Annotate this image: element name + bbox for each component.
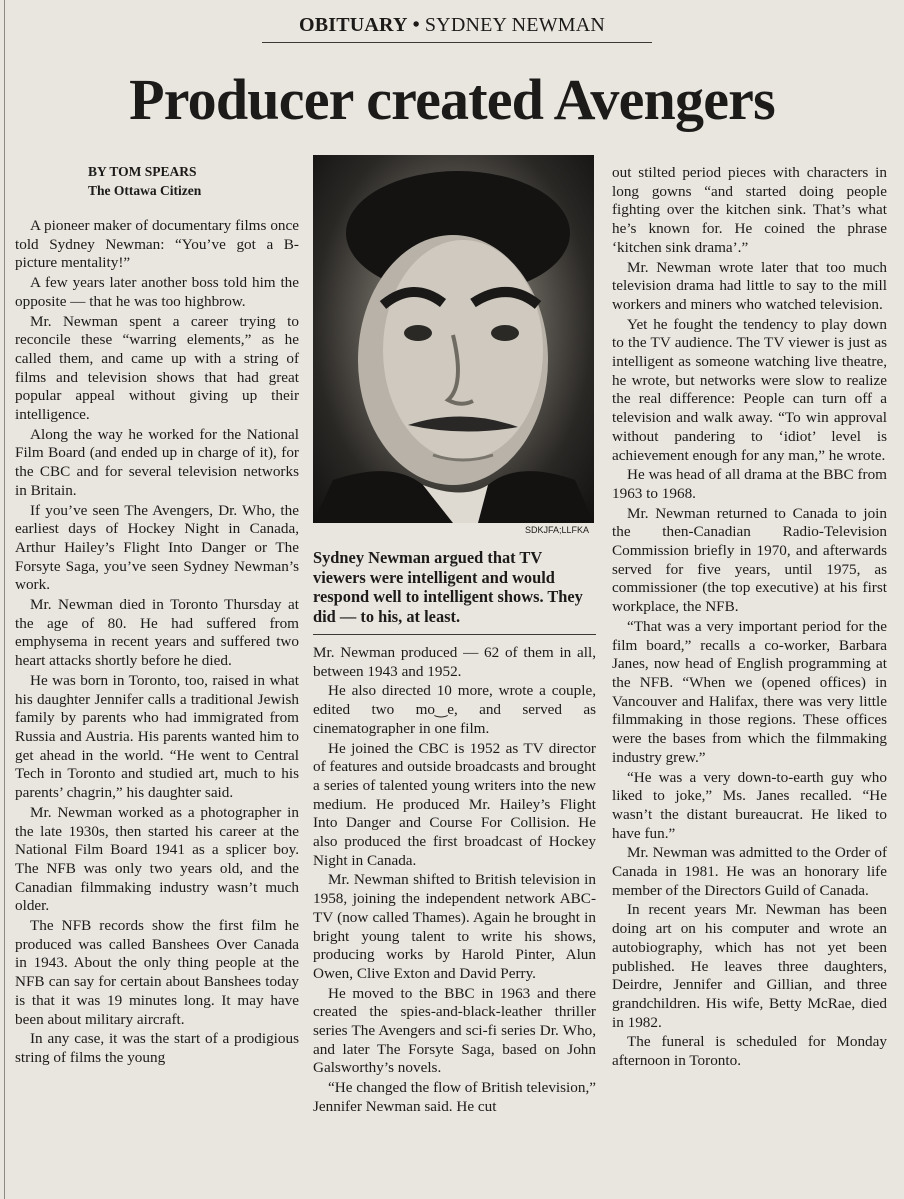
photo-credit: SDKJFA;LLFKA [524,525,589,535]
paragraph: He also directed 10 more, wrote a couple, edited two mo‿e, and served as cinematographer in one film. [313,682,596,737]
paragraph: He moved to the BBC in 1963 and there created the spies-and-black-leather thriller series The Avengers and sci-fi series Dr. Who, and later The Forsyte Saga, based on John Galsworthy’s novels. [313,984,596,1077]
byline-author: BY TOM SPEARS [88,164,197,179]
paragraph: Mr. Newman wrote later that too much television drama had little to say to the mill workers and miners who watched television. [612,258,887,313]
paragraph: A few years later another boss told him the opposite — that he was too highbrow. [15,274,299,310]
article-column-3 [612,164,887,1072]
paragraph: Mr. Newman produced — 62 of them in all, between 1943 and 1952. [313,644,596,680]
paragraph: A pioneer maker of documentary films once told Sydney Newman: “You’ve got a B-picture mentality!” [15,217,299,272]
paragraph: Mr. Newman was admitted to the Order of Canada in 1981. He was an honorary life member of the Directors Guild of Canada. [612,844,887,899]
kicker-rule [262,42,652,43]
caption-rule [313,634,596,635]
kicker-section: OBITUARY [298,14,408,36]
page-edge-line [4,0,5,1199]
paragraph: “He changed the flow of British television,” Jennifer Newman said. He cut [313,1079,596,1115]
paragraph: In recent years Mr. Newman has been doing art on his computer and wrote an autobiography, which has not yet been published. He leaves three daughters, Deirdre, Jennifer and Gillian, and three grandchildren. His wife, Betty McRae, died in 1982. [612,901,887,1031]
paragraph: He was head of all drama at the BBC from 1963 to 1968. [612,466,887,502]
portrait-illustration [313,155,594,523]
paragraph: If you’ve seen The Avengers, Dr. Who, the earliest days of Hockey Night in Canada, Arthur Hailey’s Flight Into Danger or The Forsyte Saga, you’ve seen Sydney Newman’s work. [15,501,299,594]
paragraph: Mr. Newman died in Toronto Thursday at the age of 80. He had suffered from emphysema in recent years and suffered two heart attacks shortly before he died. [15,596,299,670]
section-kicker [0,14,904,37]
kicker-subject: SYDNEY NEWMAN [424,14,606,36]
byline-outlet: The Ottawa Citizen [88,183,202,198]
kicker-separator: • [412,14,420,36]
paragraph: out stilted period pieces with characters in long gowns “and started doing people fighting over the kitchen sink. That’s what he’s known for. He coined the phrase ‘kitchen sink drama’.” [612,164,887,256]
headline: Producer created Avengers [129,67,775,132]
photo-caption: Sydney Newman argued that TV viewers were intelligent and would respond well to intelligent shows. They did — to his, at least. [313,548,583,626]
paragraph: In any case, it was the start of a prodigious string of films the young [15,1030,299,1066]
paragraph: Mr. Newman shifted to British television in 1958, joining the independent network ABC-TV (now called Thames). Again he brought in bright young talent to write his shows, producing works by Harold Pinter, Alun Owen, Clive Exton and David Perry. [313,871,596,982]
paragraph: Along the way he worked for the National Film Board (and ended up in charge of it), for the CBC and for several television networks in Britain. [15,425,299,499]
paragraph: “That was a very important period for the film board,” recalls a co-worker, Barbara Janes, now head of English programming at the NFB. “When we (opened offices) in Vancouver and Halifax, there was very little filmmaking in those regions. These offices were the bases from which the filmmaking industry grew.” [612,617,887,766]
paragraph: The NFB records show the first film he produced was called Banshees Over Canada in 1943. About the only thing people at the NFB can say for certain about Banshees today is that it was 19 minutes long. It may have been about military aircraft. [15,917,299,1028]
paragraph: He joined the CBC is 1952 as TV director of features and outside broadcasts and brought a series of talented young writers into the new medium. He produced Mr. Hailey’s Flight Into Danger and Course For Collision. He also produced the first broadcast of Hockey Night in Canada. [313,739,596,869]
paragraph: Mr. Newman spent a career trying to reconcile these “warring elements,” as he called them, and came up with a string of films and television shows that had great popular appeal without giving up their intelligence. [15,312,299,424]
paragraph: Mr. Newman worked as a photographer in the late 1930s, then started his career at the National Film Board 1941 as a splicer boy. The NFB was only two years old, and the Canadian filmmaking industry wasn’t much older. [15,803,299,915]
paragraph: The funeral is scheduled for Monday afternoon in Toronto. [612,1033,887,1070]
article-column-2 [313,644,596,1118]
paragraph: “He was a very down-to-earth guy who liked to joke,” Ms. Janes recalled. “He wasn’t the distant bureaucrat. He liked to have fun.” [612,768,887,842]
article-column-1 [15,217,299,1069]
paragraph: He was born in Toronto, too, raised in what his daughter Jennifer calls a traditional Jewish family by parents who had immigrated from Russia and Austria. His parents wanted him to get ahead in the world. “He went to Central Tech in Toronto and studied art, much to his parents’ chagrin,” his daughter said. [15,671,299,802]
paragraph: Mr. Newman returned to Canada to join the then-Canadian Radio-Television Commission briefly in 1970, and afterwards served for five years, until 1975, as commissioner (the top executive) at his first workplace, the NFB. [612,504,887,616]
portrait-photo [313,155,594,523]
paragraph: Yet he fought the tendency to play down to the TV audience. The TV viewer is just as intelligent as someone watching live theatre, he wrote, but networks were slow to realize the real difference: People can turn off a television and walk away. “To win approval without pandering to ‘idiot’ level is achievement enough for any man,” he wrote. [612,315,887,464]
byline [88,162,288,200]
